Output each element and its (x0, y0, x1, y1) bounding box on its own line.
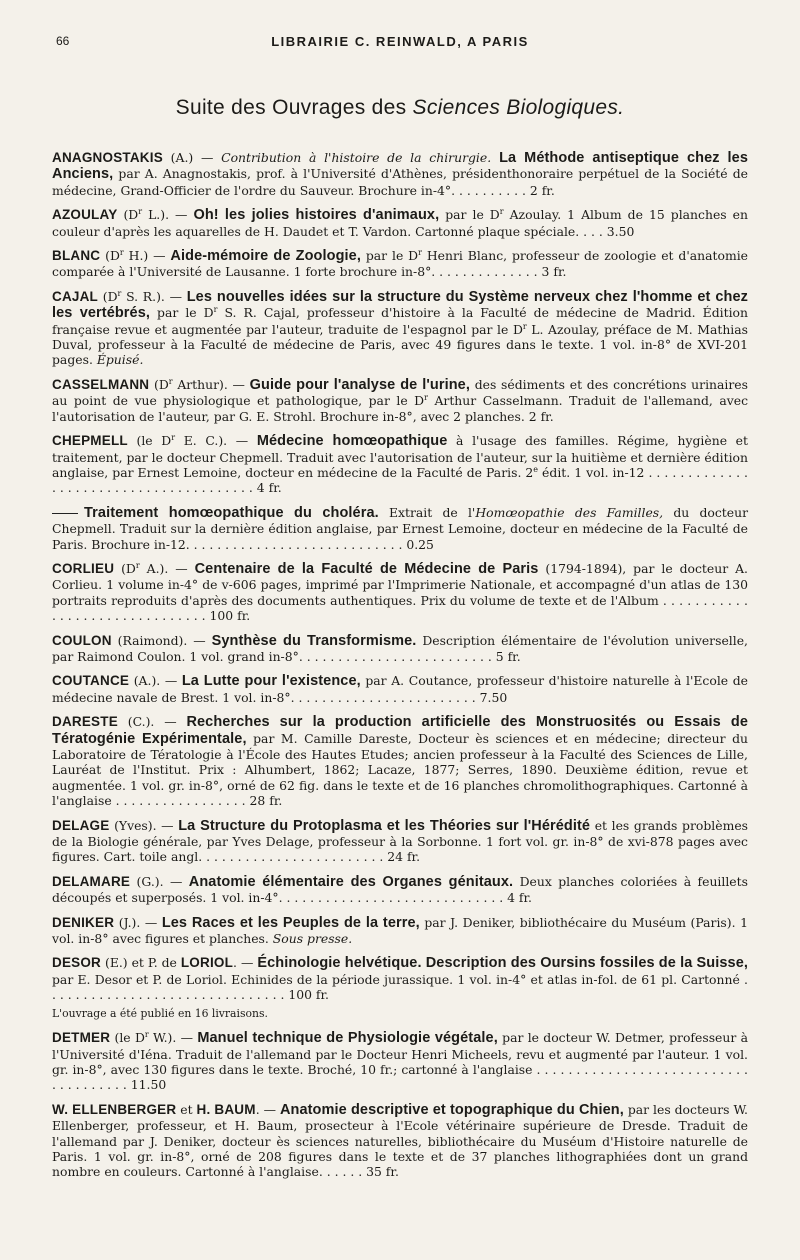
entry-author: BLANC (52, 248, 101, 264)
entry-author-detail: (D (114, 560, 136, 576)
catalog-entry (52, 1102, 748, 1180)
entry-description: par le D (360, 248, 419, 264)
entry-title: Manuel technique de Physiologie végétale, (197, 1030, 498, 1047)
entry-author-detail: A.). — (139, 560, 195, 576)
section-title-italic: Sciences Biologiques. (412, 96, 625, 119)
entry-description: des sédiments et des concrétions urinaires au point de vue physiologique et pathologique, par le D (52, 376, 748, 409)
entry-description: (1794-1894), par le docteur A. Corlieu. 1 volume in-4° de v-606 pages, imprimé par l'Imprimerie Nationale, et accompagné d'un atlas de 130 portraits reproduits d'après des documents authentiques. Prix du volume de texte et de l'Album . . . . . . . . . . . . . . . . . . . . . . . . . . . . . . . 100 fr. (52, 560, 748, 624)
entry-superscript: r (522, 321, 527, 331)
catalog-entry (52, 714, 748, 808)
entry-title: La Structure du Protoplasma et les Théories sur l'Hérédité (178, 817, 591, 834)
entry-title: Aide-mémoire de Zoologie, (170, 248, 361, 265)
entry-author-detail: (A.). — (129, 673, 182, 689)
entry-author-detail: (le D (110, 1030, 145, 1046)
entry-superscript: r (117, 288, 122, 298)
entry-list (52, 150, 748, 1180)
entry-superscript: r (168, 376, 173, 386)
catalog-entry (52, 633, 748, 665)
catalog-entry (52, 915, 748, 947)
entry-series: Contribution à l'histoire de la chirurgie. (221, 150, 492, 165)
entry-author-detail: W.). — (148, 1030, 198, 1046)
entry-author-detail: H.) — (123, 248, 171, 264)
entry-author: CAJAL (52, 288, 99, 304)
entry-author: CASSELMANN (52, 376, 150, 392)
entry-title: Les nouvelles idées sur la structure du Système nerveux chez l'homme et chez les vertébrés, (52, 288, 749, 322)
publisher-line: LIBRAIRIE C. REINWALD, A PARIS (271, 34, 529, 49)
entry-author: DARESTE (52, 714, 118, 730)
entry-author: DELAMARE (52, 873, 131, 889)
entry-author-detail: (D (98, 288, 118, 304)
entry-superscript: r (499, 207, 504, 217)
entry-author-detail: Arthur). — (172, 376, 250, 392)
entry-title: Centenaire de la Faculté de Médecine de Paris (194, 560, 539, 577)
catalog-entry (52, 377, 748, 424)
entry-superscript: r (171, 432, 176, 442)
entry-description: Deux planches coloriées à feuillets découpés et superposés. 1 vol. in-4°. . . . . . . . . . . . . . . . . . . . . . . . . . . . . 4 fr. (52, 873, 748, 906)
catalog-entry (52, 818, 748, 865)
entry-superscript: r (418, 247, 422, 257)
entry-coauthor: LORIOL (180, 955, 234, 971)
entry-description: par le D (439, 207, 500, 223)
entry-author: DESOR (52, 955, 102, 971)
running-head (52, 34, 748, 54)
entry-description: Arthur Casselmann. Traduit de l'allemand, avec l'autorisation de l'auteur, par G. E. Strohl. Brochure in-8°, avec 2 planches. 2 fr. (52, 393, 749, 424)
catalog-entry (52, 955, 748, 1002)
entry-author-detail: (C.). — (117, 714, 187, 730)
entry-author: DETMER (52, 1030, 111, 1046)
entry-description: Henri Blanc, professeur de zoologie et d'anatomie comparée à l'Université de Lausanne. 1 forte brochure in-8°. . . . . . . . . . . . . . 3 fr. (52, 248, 748, 280)
entry-description: par les docteurs W. Ellenberger, professeur, et H. Baum, prosecteur à l'Ecole vétérinaire supérieure de Dresde. Traduit de l'allemand par J. Deniker, docteur ès sciences naturelles, bibliothécaire du Muséum d'Histoire naturelle de Paris. 1 vol. gr. in-8°, orné de 208 figures dans le texte et de 37 planches lithographiées dont un grand nombre en couleurs. Cartonné à l'anglaise. . . . . . 35 fr. (52, 1101, 748, 1180)
entry-description: Description élémentaire de l'évolution universelle, par Raimond Coulon. 1 vol. grand in-8°. . . . . . . . . . . . . . . . . . . . . . . . . 5 fr. (52, 632, 748, 664)
entry-superscript: r (119, 247, 124, 257)
catalog-entry (52, 561, 748, 624)
entry-description: par E. Desor et P. de Loriol. Echinides de la période jurassique. 1 vol. in-4° et atlas in-fol. de 61 pl. Cartonné . . . . . . . . . . . . . . . . . . . . . . . . . . . . . . . 100 fr. (52, 971, 748, 1003)
catalog-entry (52, 505, 748, 552)
entry-author-detail: (Raimond). — (111, 632, 212, 648)
entry-description: L. Azoulay, préface de M. Mathias Duval, professeur à la Faculté de médecine de Paris, avec 49 figures dans le texte. 1 vol. in-8° de XVI-201 pages. (52, 321, 749, 368)
entry-author: DENIKER (52, 914, 115, 930)
entry-author: CORLIEU (52, 560, 115, 576)
entry-title: Recherches sur la production artificielle des Monstruosités ou Essais de Tératogénie Expérimentale, (52, 714, 748, 747)
entry-description: par J. Deniker, bibliothécaire du Muséum (Paris). 1 vol. in-8° avec figures et planches. (52, 914, 748, 947)
entry-description: à l'usage des familles. Régime, hygiène et traitement, par le docteur Chepmell. Traduit avec l'autorisation de l'auteur, sur la huitième et dernière édition anglaise, par Ernest Lemoine, docteur en médecine de la Faculté de Paris. 2 (52, 433, 748, 480)
catalog-entry (52, 1030, 748, 1093)
entry-title: La Méthode antiseptique chez les Anciens, (52, 150, 748, 183)
entry-author: COULON (52, 632, 112, 648)
entry-note: L'ouvrage a été publié en 16 livraisons. (52, 1006, 268, 1020)
entry-title: Échinologie helvétique. Description des Oursins fossiles de la Suisse, (257, 955, 748, 972)
catalog-entry (52, 207, 748, 239)
entry-author-detail: (J.). — (114, 914, 162, 930)
entry-title: Traitement homœopathique du choléra. (84, 504, 379, 521)
ditto-dash (52, 513, 78, 514)
entry-description: et les grands problèmes de la Biologie générale, par Yves Delage, professeur à la Sorbonne. 1 fort vol. gr. in-8° de xvi-878 pages avec figures. Cart. toile angl. . . . . . . . . . . . . . . . . . . . . . . . 24 fr. (52, 817, 749, 865)
entry-author-detail: . — (233, 955, 258, 971)
entry-title: Guide pour l'analyse de l'urine, (249, 376, 470, 393)
entry-author-detail: S. R.). — (121, 288, 187, 304)
page-number: 66 (56, 34, 70, 48)
entry-coauthor: H. BAUM (196, 1101, 256, 1117)
catalog-entry (52, 673, 748, 705)
entry-author-detail: (A.) — (162, 150, 222, 165)
entry-author: W. ELLENBERGER (52, 1101, 177, 1117)
entry-author-detail: (D (149, 376, 169, 392)
entry-author-detail: (le D (127, 433, 172, 449)
entry-description: par le docteur W. Detmer, professeur à l'Université d'Iéna. Traduit de l'allemand par le Docteur Henri Micheels, revu et augmenté par l'auteur. 1 vol. gr. in-8°, avec 130 figures dans le texte. Broché, 10 fr.; cartonné à l'anglaise . . . . . . . . . . . . . . . . . . . . . . . . . . . . . . . . . . . . . 11.50 (52, 1030, 748, 1093)
entry-author: CHEPMELL (52, 433, 128, 449)
catalog-entry (52, 289, 748, 368)
entry-superscript: r (144, 1029, 149, 1039)
entry-author: AZOULAY (52, 207, 118, 223)
entry-author-detail: (E.) et P. de (101, 955, 181, 971)
entry-author-detail: (G.). — (130, 873, 189, 889)
entry-author-detail: et (176, 1101, 197, 1117)
entry-description: par M. Camille Dareste, Docteur ès sciences et en médecine; directeur du Laboratoire de Tératologie à l'École des Hautes Etudes; ancien professeur à la Faculté des Sciences de Lille, Lauréat de l'Institut. Prix : Alhumbert, 1862; Lacaze, 1877; Serres, 1890. Deuxième édition, revue et augmentée. 1 vol. gr. in-8°, orné de 62 fig. dans le texte et de 16 planches chromolithographiques. Cartonné à l'anglaise . . . . . . . . . . . . . . . . . 28 fr. (52, 730, 748, 809)
entry-title: La Lutte pour l'existence, (181, 673, 361, 690)
entry-superscript: r (213, 305, 218, 315)
entry-author-detail: (Yves). — (109, 817, 179, 833)
catalog-entry (52, 150, 748, 198)
section-title: Suite des Ouvrages des Sciences Biologiques. (175, 96, 625, 119)
entry-author: COUTANCE (52, 673, 130, 689)
entry-author: ANAGNOSTAKIS (52, 150, 163, 165)
entry-superscript: e (533, 464, 539, 474)
entry-description: par A. Coutance, professeur d'histoire naturelle à l'Ecole de médecine navale de Brest. 1 vol. in-8°. . . . . . . . . . . . . . . . . . . . . . . . 7.50 (52, 673, 748, 705)
entry-author-detail: (D (117, 207, 139, 223)
entry-italic-ref: Homœopathie des Familles, (475, 504, 664, 520)
entry-description: du docteur Chepmell. Traduit sur la dernière édition anglaise, par Ernest Lemoine, docteur en médecine de la Faculté de Paris. Brochure in-12. . . . . . . . . . . . . . . . . . . . . . . . . . . . 0.25 (52, 504, 748, 552)
entry-superscript: r (424, 393, 428, 403)
entry-title: Synthèse du Transformisme. (211, 632, 417, 649)
entry-status: Sous presse. (272, 931, 353, 947)
entry-superscript: r (135, 560, 140, 570)
entry-author: DELAGE (52, 817, 110, 833)
catalog-entry (52, 433, 748, 496)
entry-description: S. R. Cajal, professeur d'histoire à la Faculté de médecine de Madrid. Édition française revue et augmentée par l'auteur, traduite de l'espagnol par le D (52, 305, 748, 337)
entry-description: par A. Anagnostakis, prof. à l'Université d'Athènes, présidenthonoraire perpétuel de la Société de médecine, Grand-Officier de l'ordre du Sauveur. Brochure in-4°. . . . . . . . . . 2 fr. (52, 166, 748, 198)
entry-status: Épuisé. (96, 352, 144, 368)
entry-description: Azoulay. 1 Album de 15 planches en couleur d'après les aquarelles de H. Daudet et T. Vardon. Cartonné plaque spéciale. . . . 3.50 (52, 207, 748, 239)
entry-title: Médecine homœopathique (256, 433, 448, 450)
entry-title: Les Races et les Peuples de la terre, (161, 914, 420, 931)
entry-title: Oh! les jolies histoires d'animaux, (193, 207, 440, 224)
entry-description: par le D (150, 305, 214, 321)
entry-description: édit. 1 vol. in-12 . . . . . . . . . . . . . . . . . . . . . . . . . . . . . . . . . . . . . . . 4 fr. (52, 464, 748, 496)
entry-author-detail: . — (255, 1101, 280, 1117)
catalog-entry (52, 874, 748, 906)
entry-description: Extrait de l' (378, 504, 476, 520)
catalog-entry (52, 248, 748, 280)
entry-superscript: r (138, 207, 143, 217)
entry-author-detail: E. C.). — (175, 433, 257, 449)
entry-author-detail: (D (100, 248, 120, 264)
entry-title: Anatomie descriptive et topographique du Chien, (279, 1101, 624, 1118)
entry-author-detail: L.). — (142, 207, 194, 223)
entry-title: Anatomie élémentaire des Organes génitaux. (188, 873, 514, 890)
